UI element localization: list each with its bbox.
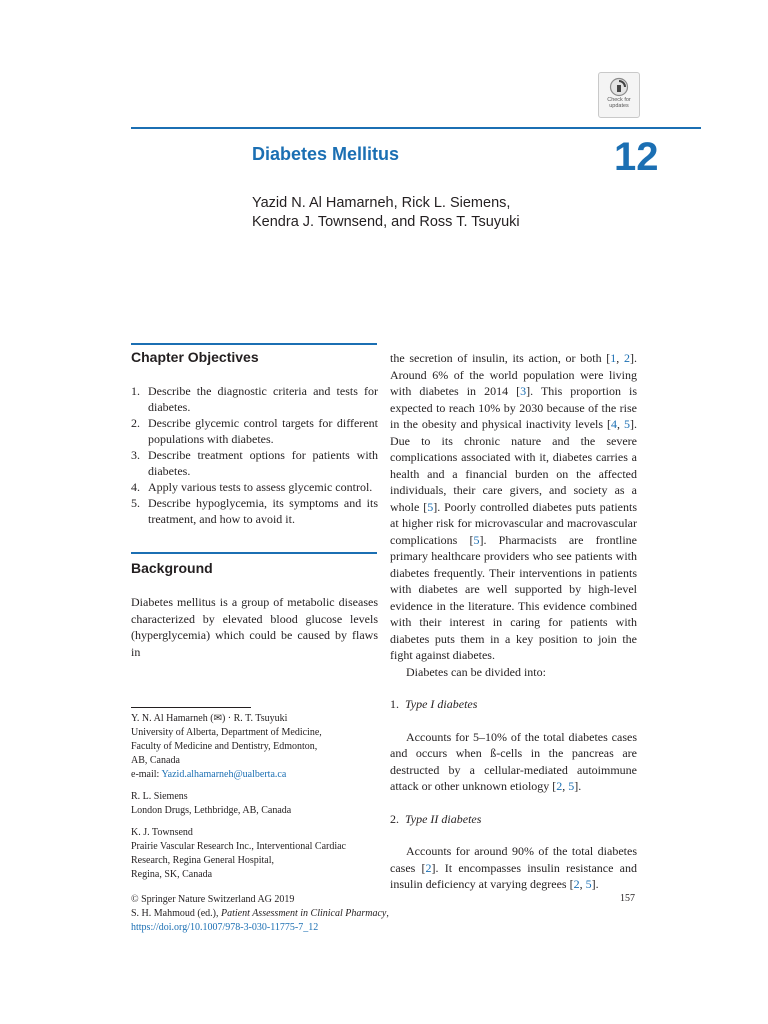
- citation-line: S. H. Mahmoud (ed.), Patient Assessment in Clinical Pharmacy,: [131, 908, 389, 919]
- list-item-text: Describe the diagnostic criteria and tests for diabetes.: [148, 384, 378, 414]
- email-link[interactable]: Yazid.alhamarneh@ualberta.ca: [161, 769, 287, 780]
- authors-line-1: Yazid N. Al Hamarneh, Rick L. Siemens,: [252, 195, 511, 211]
- citation-link[interactable]: 2: [425, 860, 432, 875]
- check-updates-icon: [609, 77, 629, 97]
- chapter-number: 12: [614, 135, 659, 179]
- type-i-heading: 1. Type I diabetes: [390, 697, 478, 711]
- page-number: 157: [620, 893, 635, 904]
- body-paragraph: the secretion of insulin, its action, or both [1, 2]. Around 6% of the world population were living with diabetes in 2014 [3]. This proportion is expected to reach 10% by 2030 because of the rise in the obesity and physical inactivity levels [4, 5]. Due to its chronic nature and the severe complications associated with it, diabetes carries a health and a financial burden on the affected individuals, their care givers, and society as a whole [5]. Poorly controlled diabetes puts patients at higher risk for microvascular and macrovascular complications [5]. Pharmacists are frontline primary healthcare providers who see patients with diabetes frequently. Their interventions in patients with diabetes are well supported by high-level evidence in the literature. This evidence combined with their interest in caring for patients with diabetes puts them in a key position to join the fight against diabetes.: [390, 351, 638, 662]
- citation-link[interactable]: 2: [556, 779, 563, 793]
- type-ii-heading: 2. Type II diabetes: [390, 811, 482, 826]
- copyright-line: © Springer Nature Switzerland AG 2019: [131, 894, 295, 905]
- citation-link[interactable]: 5: [568, 779, 575, 793]
- objectives-heading: Chapter Objectives: [131, 349, 259, 365]
- authors-line-2: Kendra J. Townsend, and Ross T. Tsuyuki: [252, 214, 520, 230]
- header-rule: [131, 127, 701, 129]
- list-item-number: 3.: [131, 448, 140, 462]
- citation-link[interactable]: 5: [427, 499, 434, 514]
- right-column: [390, 350, 637, 893]
- affiliation-block: Y. N. Al Hamarneh (✉) · R. T. Tsuyuki University of Alberta, Department of Medicine, Faculty of Medicine and Dentistry, Edmonton, AB, Canada e-mail: Yazid.alhamarneh@ualberta.ca: [131, 713, 322, 780]
- citation-link[interactable]: 4: [611, 417, 618, 431]
- list-item-number: 2.: [131, 416, 140, 430]
- list-item: [131, 495, 378, 527]
- citation-link[interactable]: 1: [610, 351, 617, 365]
- copyright-block: [131, 893, 431, 935]
- badge-label-2: updates: [609, 103, 629, 109]
- citation-link[interactable]: 3: [520, 384, 527, 398]
- background-rule: [131, 552, 377, 554]
- citation-link[interactable]: 5: [473, 532, 480, 547]
- affiliation-footnotes: [131, 712, 381, 890]
- body-paragraph: Diabetes can be divided into:: [406, 664, 546, 679]
- background-paragraph: Diabetes mellitus is a group of metabolic diseases characterized by elevated blood glucose levels (hyperglycemia) which could be caused by flaws in: [131, 595, 378, 659]
- list-item-number: 4.: [131, 480, 140, 494]
- badge-label-1: Check for: [607, 97, 631, 103]
- citation-link[interactable]: 2: [624, 351, 631, 365]
- list-item-text: Describe hypoglycemia, its symptoms and its treatment, and how to avoid it.: [148, 496, 378, 526]
- list-item: [131, 479, 378, 495]
- list-item: [131, 415, 378, 447]
- objectives-list: [131, 383, 378, 527]
- body-paragraph: Accounts for 5–10% of the total diabetes cases and occurs when ß-cells in the pancreas are destructed by a cellular-mediated autoimmune attack or other unknown etiology [2, 5].: [390, 729, 637, 793]
- list-item-number: 1.: [131, 384, 140, 398]
- citation-link[interactable]: 5: [585, 877, 592, 891]
- background-heading: Background: [131, 560, 213, 576]
- list-item-text: Describe treatment options for patients with diabetes.: [148, 448, 378, 478]
- footnote-rule: [131, 707, 251, 708]
- list-item-number: 5.: [131, 496, 140, 510]
- body-paragraph: Accounts for around 90% of the total diabetes cases [2]. It encompasses insulin resistance and insulin deficiency at varying degrees [2, 5].: [390, 844, 637, 891]
- chapter-title: Diabetes Mellitus: [252, 144, 400, 164]
- check-for-updates-badge[interactable]: [598, 72, 640, 118]
- list-item: [131, 383, 378, 415]
- list-item: [131, 447, 378, 479]
- citation-link[interactable]: 2: [573, 877, 580, 891]
- affiliation-block: K. J. Townsend Prairie Vascular Research Inc., Interventional Cardiac Research, Regina General Hospital, Regina, SK, Canada: [131, 827, 346, 880]
- author-list: [252, 194, 582, 232]
- citation-link[interactable]: 5: [624, 417, 630, 431]
- doi-link[interactable]: https://doi.org/10.1007/978-3-030-11775-7_12: [131, 922, 319, 933]
- list-item-text: Apply various tests to assess glycemic control.: [148, 480, 373, 494]
- affiliation-block: R. L. Siemens London Drugs, Lethbridge, AB, Canada: [131, 791, 292, 816]
- list-item-text: Describe glycemic control targets for different populations with diabetes.: [148, 416, 378, 446]
- objectives-rule: [131, 343, 377, 345]
